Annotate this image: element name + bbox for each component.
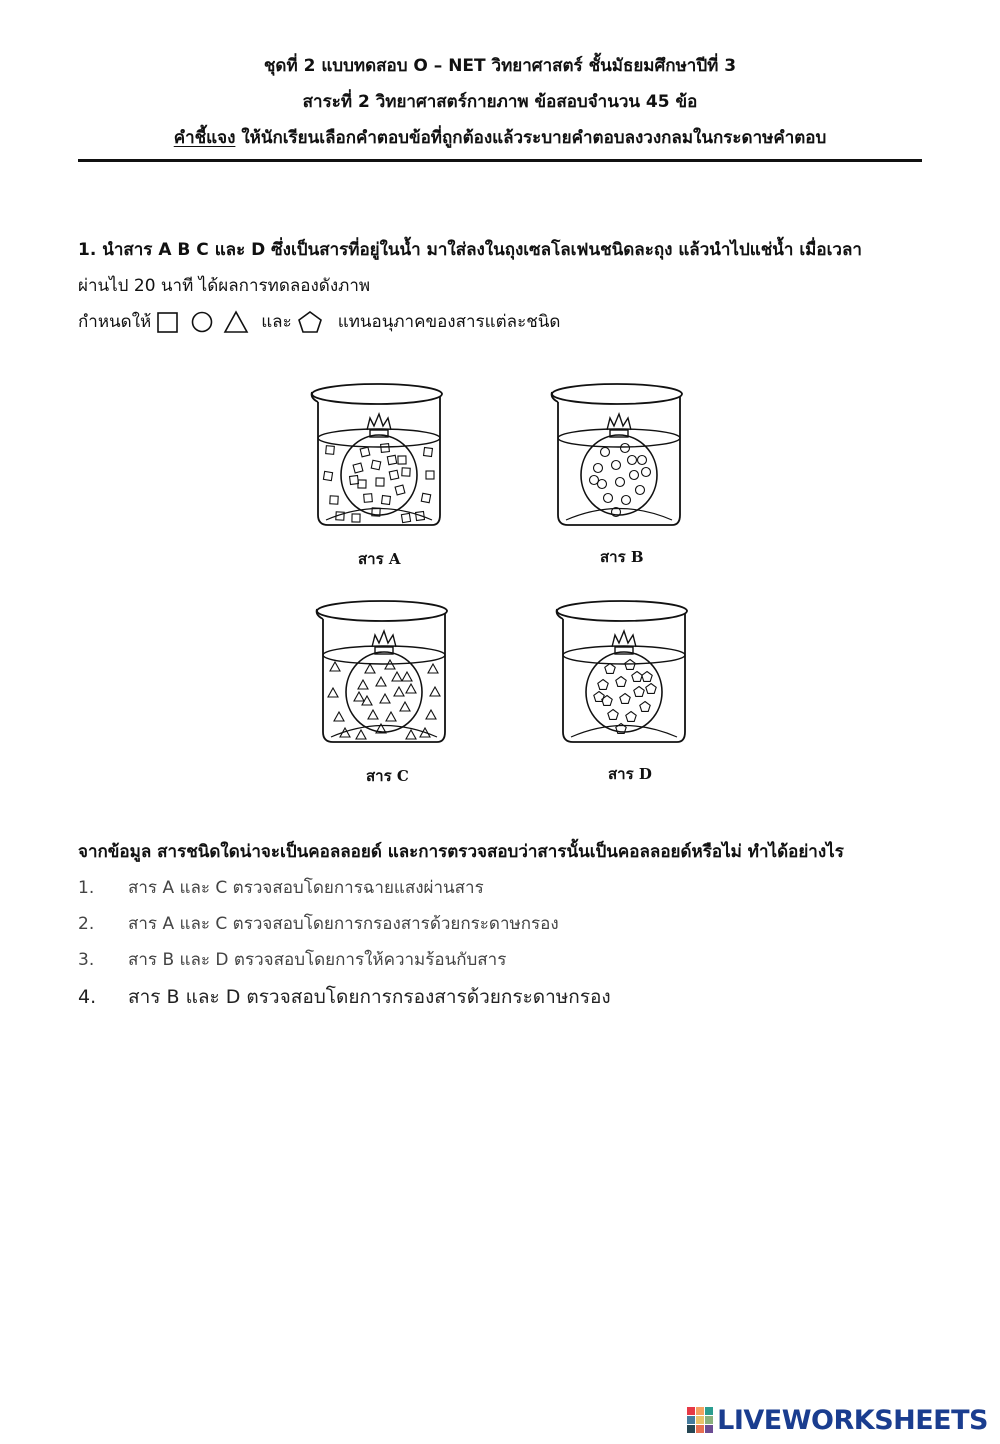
circle-icon: [189, 310, 215, 334]
logo-grid-icon: [687, 1407, 713, 1433]
header-divider: [78, 159, 922, 162]
beaker-triangle: [317, 601, 447, 742]
option-3[interactable]: 3. สาร B และ D ตรวจสอบโดยการให้ความร้อนกับสาร: [78, 950, 507, 970]
header-instruction: [0, 120, 1000, 156]
pentagon-icon: [296, 310, 324, 334]
beaker-label-b: สาร B: [600, 548, 644, 566]
liveworksheets-logo: [687, 1400, 988, 1440]
define-prefix: กำหนดให้: [78, 312, 152, 332]
define-and: และ: [261, 312, 292, 332]
option-4[interactable]: 4. สาร B และ D ตรวจสอบโดยการกรองสารด้วยกระดาษกรอง: [78, 986, 611, 1008]
beakers-diagram: [300, 375, 710, 790]
instruction-label: คำชี้แจง: [173, 128, 236, 148]
answer-options: [78, 870, 938, 1016]
beaker-label-a: สาร A: [358, 550, 401, 568]
instruction-text: ให้นักเรียนเลือกคำตอบข้อที่ถูกต้องแล้วระบายคำตอบลงวงกลมในกระดาษคำตอบ: [235, 128, 827, 148]
triangle-icon: [223, 310, 249, 334]
logo-text: LIVEWORKSHEETS: [717, 1404, 988, 1436]
question-prompt: จากข้อมูล สารชนิดใดน่าจะเป็นคอลลอยด์ และการตรวจสอบว่าสารนั้นเป็นคอลลอยด์หรือไม่ ทำได้อย่างไร: [78, 842, 844, 862]
header-line-1: ชุดที่ 2 แบบทดสอบ O – NET วิทยาศาสตร์ ชั้นมัธยมศึกษาปีที่ 3: [263, 56, 737, 76]
question-1-line-2: ผ่านไป 20 นาที ได้ผลการทดลองดังภาพ: [78, 276, 371, 296]
worksheet-header: [0, 48, 1000, 156]
define-suffix: แทนอนุภาคของสารแต่ละชนิด: [337, 312, 561, 332]
beaker-square: [312, 384, 442, 525]
beaker-figure: [300, 375, 710, 790]
question-1-line-1: 1. นำสาร A B C และ D ซึ่งเป็นสารที่อยู่ในน้ำ มาใส่ลงในถุงเซลโลเฟนชนิดละถุง แล้วนำไปแช่น้ำ เมื่อเวลา: [78, 240, 862, 260]
beaker-label-c: สาร C: [366, 767, 409, 785]
beaker-pentagon: [557, 601, 687, 742]
option-2[interactable]: 2. สาร A และ C ตรวจสอบโดยการกรองสารด้วยกระดาษกรอง: [78, 914, 559, 934]
beaker-label-d: สาร D: [608, 765, 652, 783]
beaker-circle: [552, 384, 682, 525]
shape-definition: [78, 304, 938, 340]
square-icon: [155, 310, 181, 334]
header-line-2: สาระที่ 2 วิทยาศาสตร์กายภาพ ข้อสอบจำนวน 45 ข้อ: [302, 92, 698, 112]
option-1[interactable]: 1. สาร A และ C ตรวจสอบโดยการฉายแสงผ่านสาร: [78, 878, 484, 898]
question-1: [78, 232, 938, 340]
